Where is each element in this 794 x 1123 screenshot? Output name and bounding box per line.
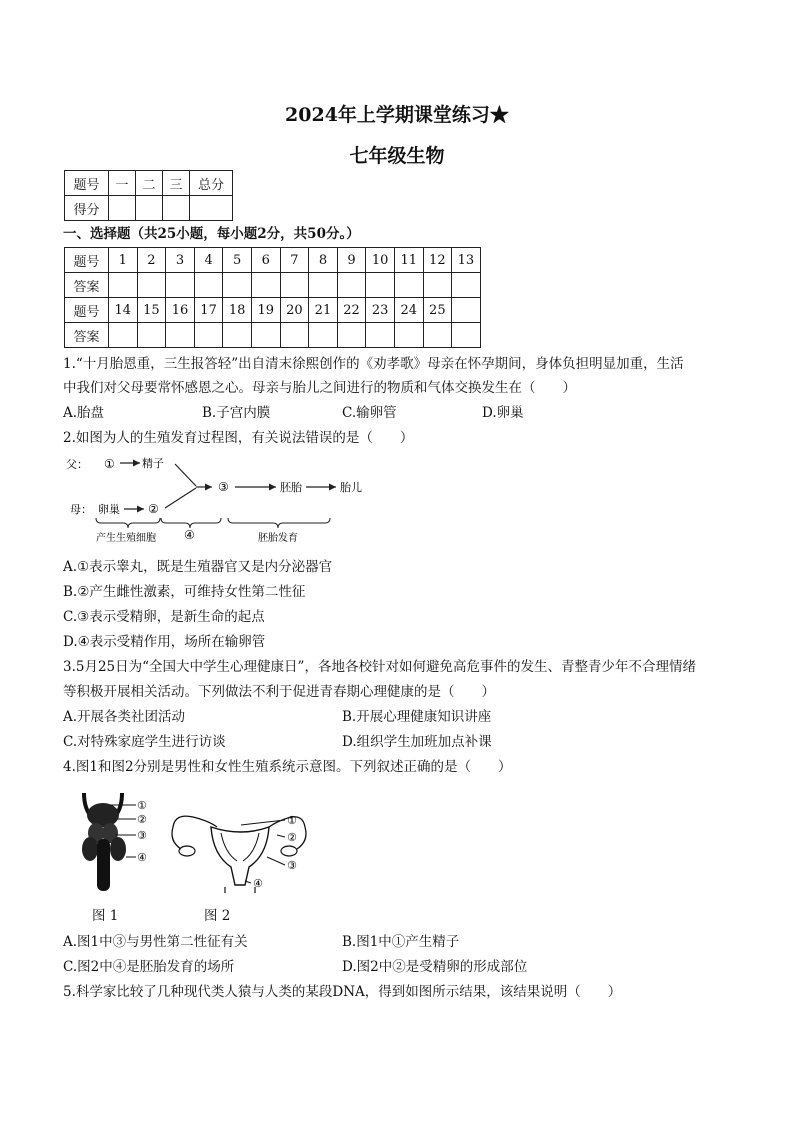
diagram-father-label: 父：: [66, 458, 88, 471]
score-table: [64, 170, 233, 221]
answer-table-row: [65, 248, 481, 273]
q3-option-c: C.对特殊家庭学生进行访谈: [63, 734, 226, 750]
question-number-cell: 6: [251, 248, 280, 273]
score-table-header: 二: [136, 171, 163, 196]
score-cell: [190, 196, 233, 221]
question-number-cell: 22: [337, 298, 366, 323]
section-heading: 一、选择题（共25小题，每小题2分，共50分。）: [63, 226, 360, 242]
diagram-sperm: 精子: [142, 457, 164, 470]
question-number-cell: 4: [194, 248, 223, 273]
q1-option-b: B.子宫内膜: [202, 405, 271, 421]
answer-table-row-label: 答案: [65, 273, 109, 298]
answer-cell: [337, 273, 366, 298]
q4-option-c: C.图2中④是胚胎发育的场所: [63, 959, 235, 975]
diagram-num-2: ②: [148, 502, 159, 516]
diagram-num-3: ③: [218, 480, 229, 494]
diagram-ovary: 卵巢: [98, 503, 120, 516]
fig2-mark-3: ③: [287, 859, 297, 872]
q4-option-a: A.图1中③与男性第二性征有关: [63, 934, 248, 950]
page-title: 2024年上学期课堂练习★: [285, 104, 509, 126]
question-number-cell: 9: [337, 248, 366, 273]
question-number-cell: 25: [423, 298, 452, 323]
q2-option-c: C.③表示受精卵，是新生命的起点: [63, 609, 265, 625]
q1-stem-line2: 中我们对父母要常怀感恩之心。母亲与胎儿之间进行的物质和气体交换发生在（ ）: [63, 380, 576, 396]
answer-table-row: [65, 273, 481, 298]
answer-cell: [394, 273, 423, 298]
diagram-development-label: 胚胎发育: [258, 533, 298, 544]
question-number-cell: 5: [223, 248, 252, 273]
q1-stem-line1: 1.“十月胎恩重，三生报答轻”出自清末徐熙创作的《劝孝歌》母亲在怀孕期间，身体负担明显加重，生活: [63, 356, 684, 372]
question-number-cell: 23: [366, 298, 395, 323]
answer-cell: [137, 273, 166, 298]
answer-cell: [309, 273, 338, 298]
fig2-label: 图 2: [204, 908, 231, 924]
q3-stem-line1: 3.5月25日为“全国大中学生心理健康日”，各地各校针对如何避免高危事件的发生、青整青少年不合理情绪: [63, 659, 696, 675]
question-number-cell: 18: [223, 298, 252, 323]
question-number-cell: 20: [280, 298, 309, 323]
answer-cell: [251, 323, 280, 348]
question-number-cell: 2: [137, 248, 166, 273]
fig1-label: 图 1: [92, 908, 119, 924]
q4-option-d: D.图2中②是受精卵的形成部位: [342, 959, 528, 975]
fig2-mark-1: ①: [287, 814, 297, 827]
diagram-num-1: ①: [104, 457, 115, 471]
question-number-cell: 1: [109, 248, 138, 273]
answer-cell: [109, 323, 138, 348]
brace-gametes: [96, 518, 160, 528]
score-cell: [136, 196, 163, 221]
question-number-cell: 21: [309, 298, 338, 323]
fig2-mark-2: ②: [287, 831, 297, 844]
answer-cell: [166, 323, 195, 348]
score-table-header: 题号: [65, 171, 109, 196]
answer-cell: [137, 323, 166, 348]
answer-table-row: [65, 298, 481, 323]
q3-stem-line2: 等积极开展相关活动。下列做法不利于促进青春期心理健康的是（ ）: [63, 684, 495, 700]
answer-table-row-label: 题号: [65, 248, 109, 273]
q1-option-c: C.输卵管: [342, 405, 397, 421]
score-table-header: 三: [163, 171, 190, 196]
answer-cell: [309, 323, 338, 348]
brace-fertilization: [161, 518, 221, 528]
question-number-cell: 3: [166, 248, 195, 273]
question-number-cell: [452, 298, 481, 323]
question-number-cell: 11: [394, 248, 423, 273]
answer-table-row-label: 答案: [65, 323, 109, 348]
q1-option-a: A.胎盘: [63, 405, 105, 421]
question-number-cell: 12: [423, 248, 452, 273]
q3-option-b: B.开展心理健康知识讲座: [342, 709, 492, 725]
fig1-mark-2: ②: [137, 813, 147, 826]
answer-table-row-label: 题号: [65, 298, 109, 323]
q4-option-b: B.图1中①产生精子: [342, 934, 460, 950]
q2-option-a: A.①表示睾丸，既是生殖器官又是内分泌器官: [63, 559, 333, 575]
q3-option-d: D.组织学生加班加点补课: [342, 734, 492, 750]
diagram-mother-label: 母：: [70, 503, 92, 516]
answer-cell: [280, 273, 309, 298]
merge-line-top: [175, 464, 196, 486]
fig1-mark-3: ③: [137, 829, 147, 842]
fig1-mark-4: ④: [137, 851, 147, 864]
score-cell: [109, 196, 136, 221]
answer-cell: [337, 323, 366, 348]
q3-option-a: A.开展各类社团活动: [63, 709, 186, 725]
male-reproductive-figure: [70, 785, 165, 895]
page-subtitle: 七年级生物: [349, 145, 445, 167]
answer-cell: [423, 323, 452, 348]
answer-cell: [423, 273, 452, 298]
answer-table: [64, 247, 481, 348]
question-number-cell: 13: [452, 248, 481, 273]
question-number-cell: 24: [394, 298, 423, 323]
question-number-cell: 8: [309, 248, 338, 273]
fig1-mark-1: ①: [137, 799, 147, 812]
q4-stem: 4.图1和图2分别是男性和女性生殖系统示意图。下列叙述正确的是（ ）: [63, 759, 512, 775]
question-number-cell: 7: [280, 248, 309, 273]
answer-cell: [251, 273, 280, 298]
q1-option-d: D.卵巢: [482, 405, 524, 421]
diagram-num-4: ④: [184, 528, 195, 542]
answer-cell: [109, 273, 138, 298]
score-table-header: 总分: [190, 171, 233, 196]
question-number-cell: 19: [251, 298, 280, 323]
answer-table-row: [65, 323, 481, 348]
question-number-cell: 15: [137, 298, 166, 323]
answer-cell: [280, 323, 309, 348]
female-reproductive-figure: [165, 805, 310, 895]
merge-line-bottom: [165, 488, 196, 508]
answer-cell: [452, 273, 481, 298]
q2-option-b: B.②产生雌性激素，可维持女性第二性征: [63, 584, 306, 600]
answer-cell: [194, 273, 223, 298]
question-number-cell: 16: [166, 298, 195, 323]
question-number-cell: 17: [194, 298, 223, 323]
q2-option-d: D.④表示受精作用，场所在输卵管: [63, 634, 266, 650]
score-table-header: 一: [109, 171, 136, 196]
answer-cell: [394, 323, 423, 348]
fig2-mark-4: ④: [253, 877, 263, 890]
q5-stem: 5.科学家比较了几种现代类人猿与人类的某段DNA，得到如图所示结果，该结果说明（ ）: [63, 984, 622, 1000]
question-number-cell: 10: [366, 248, 395, 273]
diagram-gametes-label: 产生生殖细胞: [96, 533, 156, 544]
diagram-fetus: 胎儿: [340, 481, 362, 494]
question-number-cell: 14: [109, 298, 138, 323]
q2-stem: 2.如图为人的生殖发育过程图，有关说法错误的是（ ）: [63, 430, 414, 446]
answer-cell: [223, 273, 252, 298]
score-table-label: 得分: [65, 196, 109, 221]
answer-cell: [452, 323, 481, 348]
score-cell: [163, 196, 190, 221]
answer-cell: [166, 273, 195, 298]
answer-cell: [366, 273, 395, 298]
diagram-embryo: 胚胎: [280, 481, 302, 494]
answer-cell: [223, 323, 252, 348]
answer-cell: [194, 323, 223, 348]
answer-cell: [366, 323, 395, 348]
brace-development: [228, 518, 330, 528]
reproduction-flow-diagram: [60, 450, 390, 550]
